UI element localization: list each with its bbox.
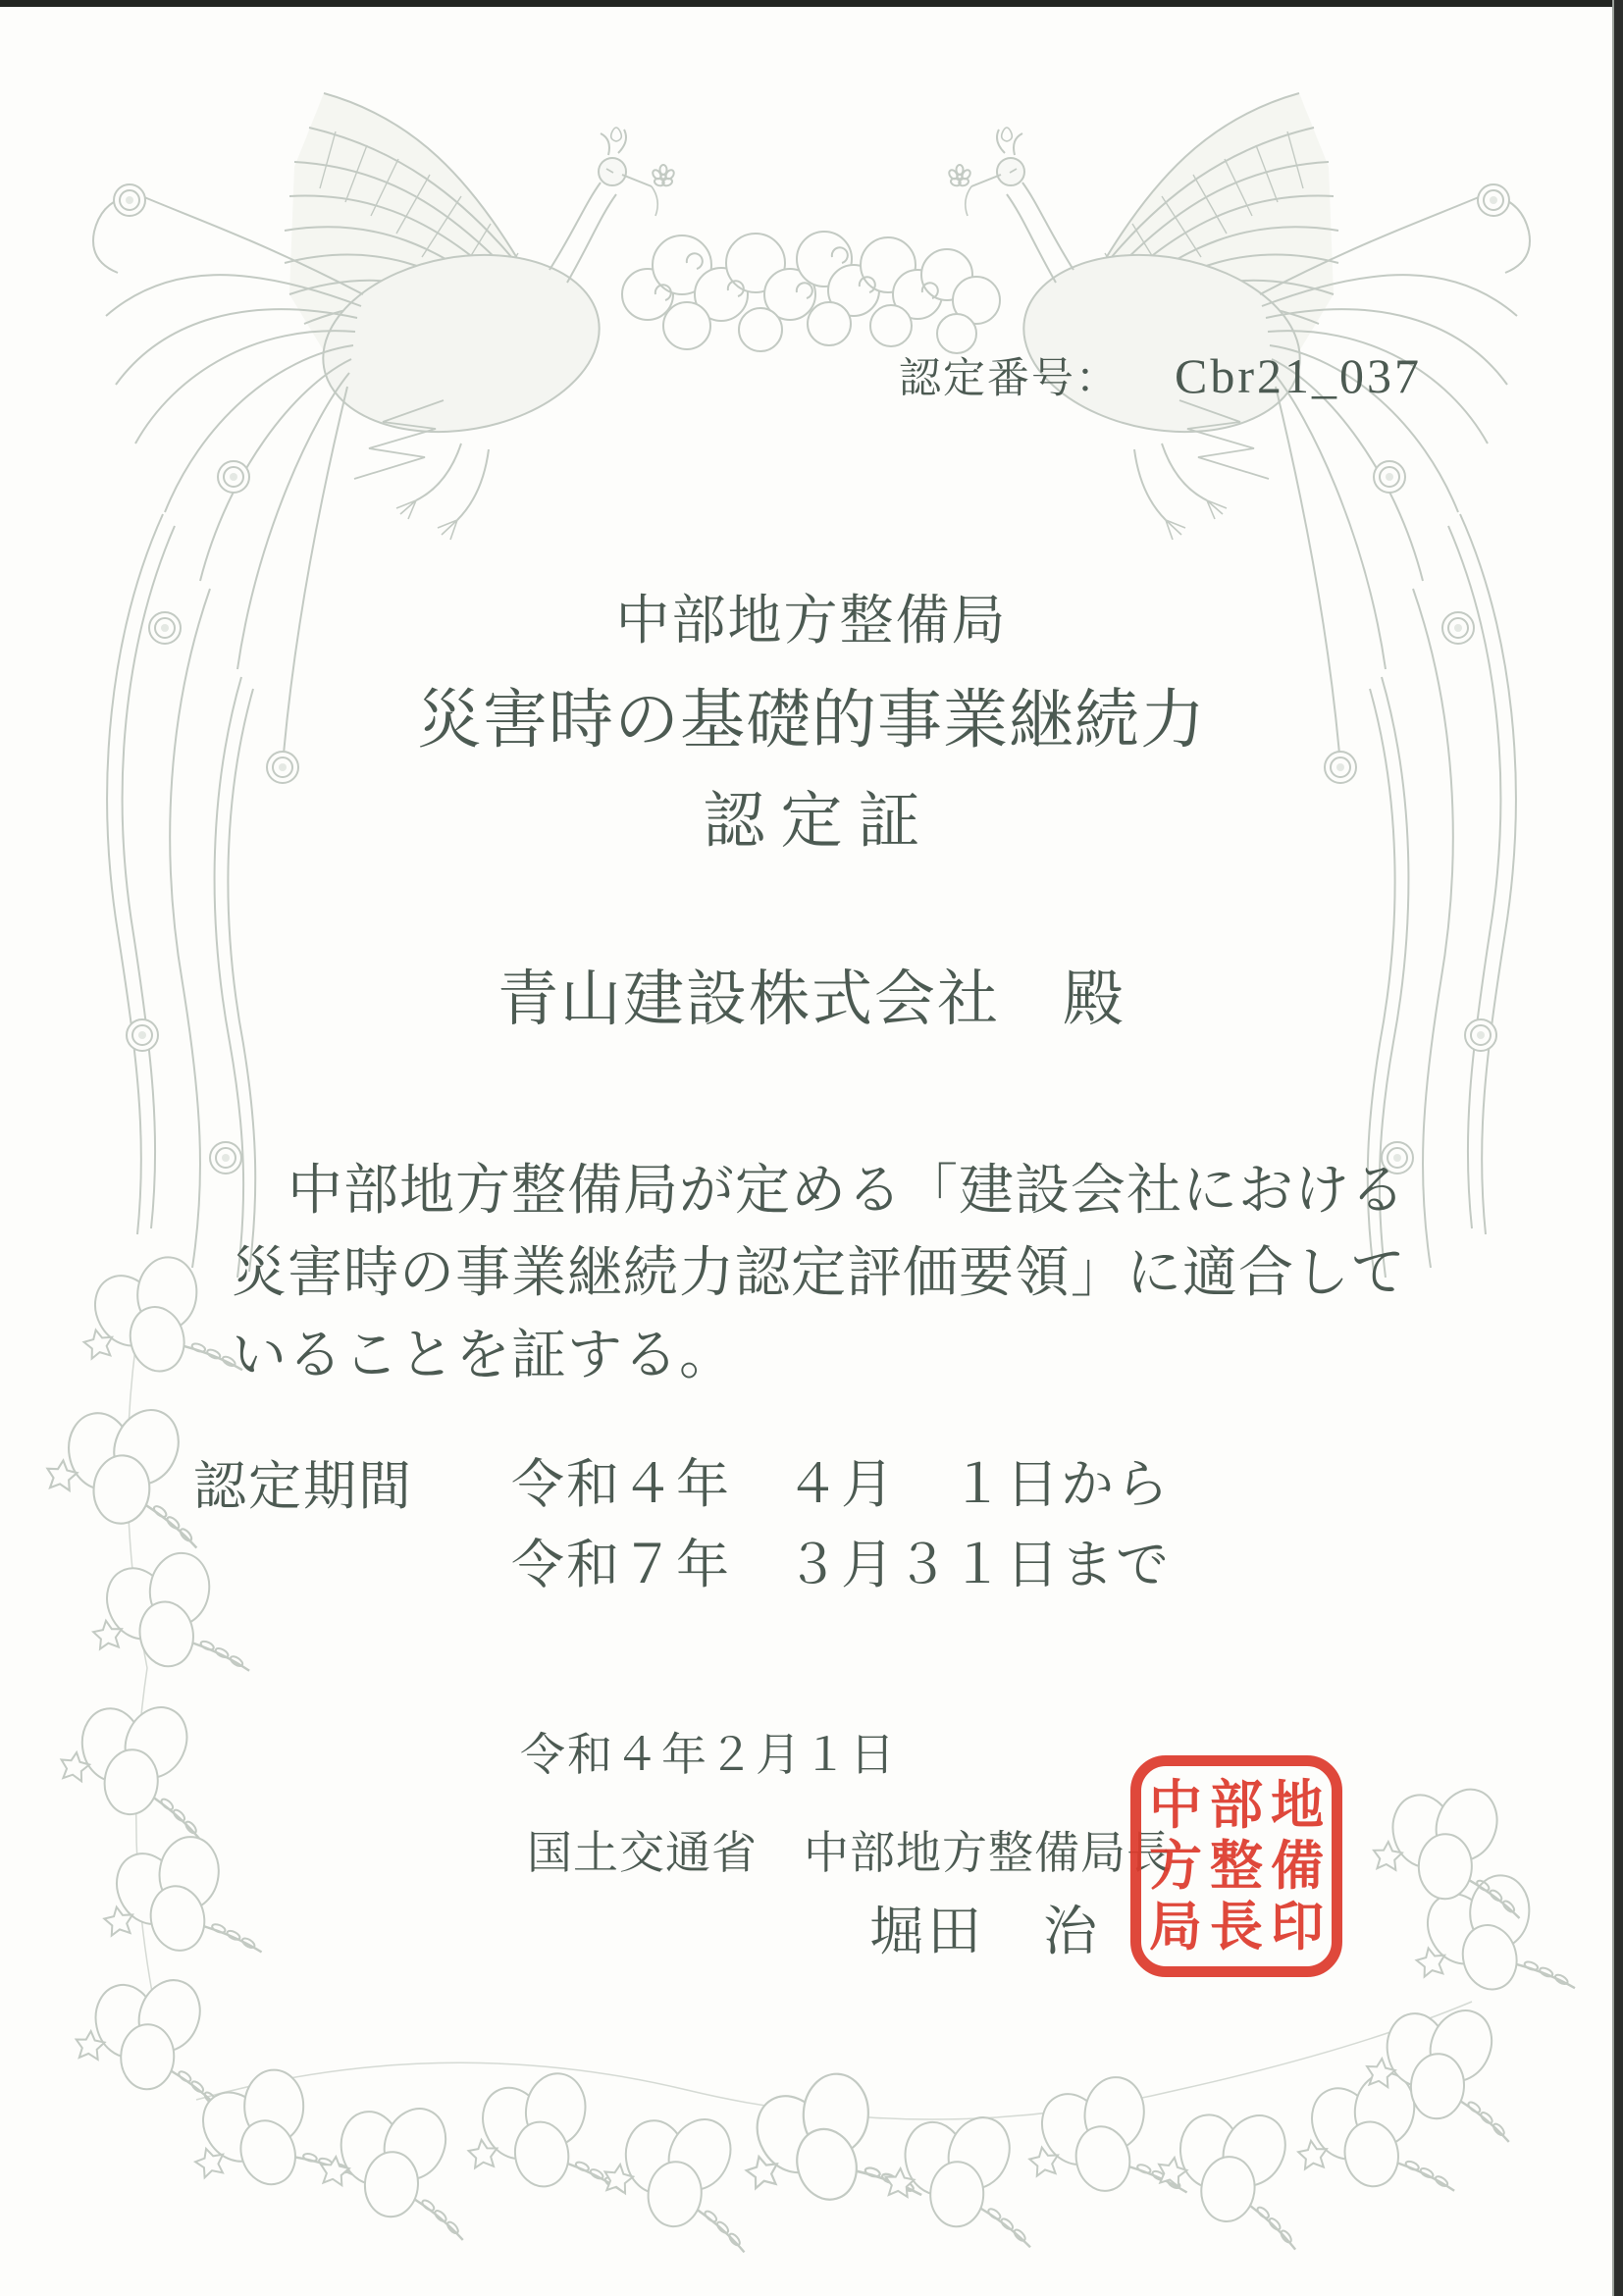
period-from: 令和４年 ４月 １日から: [511, 1455, 1171, 1514]
period-to: 令和７年 ３月３１日まで: [511, 1536, 1171, 1594]
official-seal-stamp: [1130, 1755, 1342, 1977]
statement-line-1: 中部地方整備局が定める「建設会社における: [232, 1161, 1406, 1222]
scan-edge-right: [1612, 0, 1623, 2296]
recipient-name: 青山建設株式会社 殿: [497, 966, 1126, 1033]
scan-edge-top: [0, 0, 1623, 7]
seal-row-2: 方整備: [1149, 1837, 1332, 1896]
statement-line-2: 災害時の事業継続力認定評価要領」に適合して: [232, 1243, 1406, 1304]
certification-number: [899, 345, 1422, 405]
seal-row-1: 中部地: [1149, 1776, 1332, 1835]
statement-line-3: いることを証する。: [232, 1326, 735, 1386]
certification-statement: [232, 1150, 1429, 1397]
certificate-heading: 認定証: [703, 787, 936, 856]
issue-date: 令和４年２月１日: [520, 1730, 897, 1780]
seal-row-3: 局長印: [1149, 1898, 1332, 1957]
issuing-organization-title: 中部地方整備局: [615, 591, 1008, 651]
certification-period: [193, 1444, 1171, 1605]
cloud-band-icon: [622, 232, 1000, 353]
issuer-title: 国土交通省 中部地方整備局長: [527, 1828, 1173, 1878]
certification-number-label: 認定番号：: [899, 356, 1120, 402]
certificate-subject-title: 災害時の基礎的事業継続力: [417, 685, 1206, 757]
certification-number-value: Cbr21_037: [1175, 348, 1422, 403]
period-label: 認定期間: [193, 1457, 413, 1516]
issuer-signature-name: 堀田 治: [869, 1902, 1102, 1961]
